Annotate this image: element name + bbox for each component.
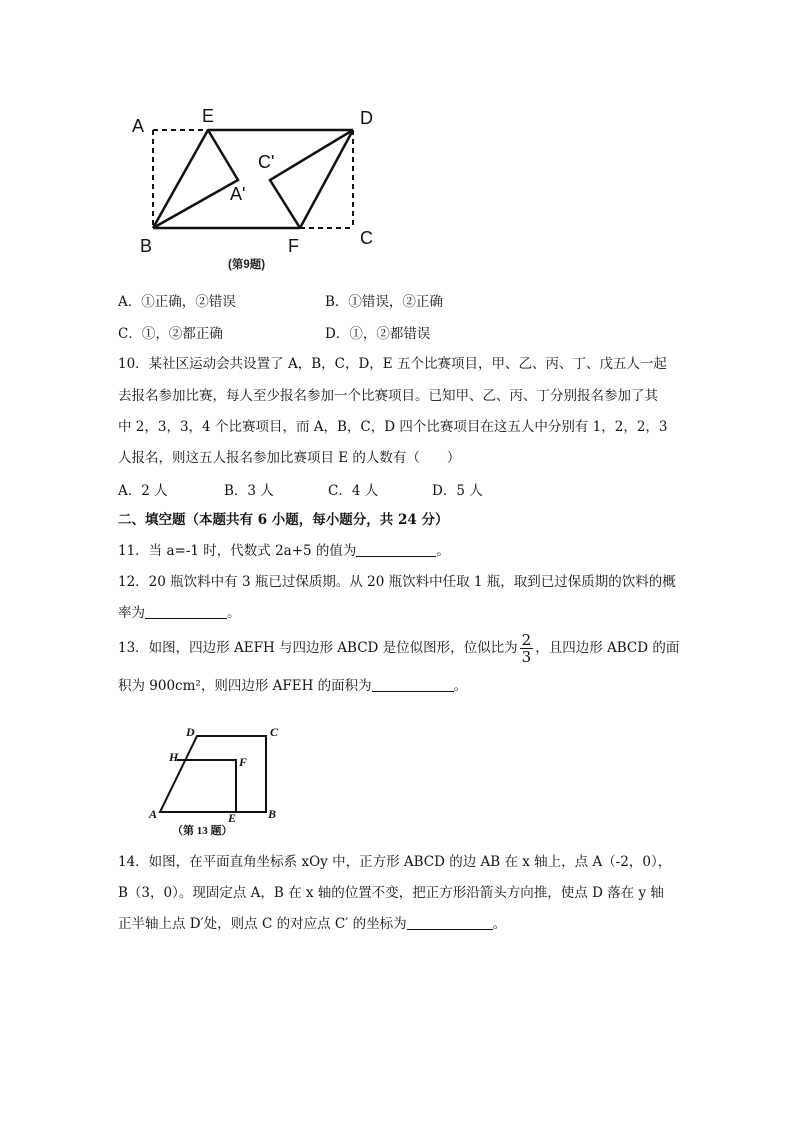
label-d: D — [360, 108, 373, 128]
q11-text: 11．当 a=-1 时，代数式 2a+5 的值为 — [118, 543, 357, 559]
q13-line-1-end: ，且四边形 ABCD 的面 — [535, 640, 680, 656]
q9-option-a: A．①正确，②错误 — [118, 294, 236, 310]
label-b: B — [140, 236, 153, 256]
fold-dc-f — [270, 130, 353, 228]
q10-line-2: 去报名参加比赛，每人至少报名参加一个比赛项目。已知甲、乙、丙、丁分别报名参加了其 — [118, 388, 658, 404]
q11-answer-blank[interactable] — [356, 542, 436, 557]
q12-line-2-start: 率为 — [118, 605, 145, 621]
q13-line-2-start: 积为 900cm²，则四边形 AFEH 的面积为 — [118, 678, 372, 694]
q12-end: 。 — [227, 605, 241, 621]
fold-ea-b — [153, 130, 238, 228]
q13-line-2 — [118, 676, 467, 696]
fig13-label-a: A — [149, 807, 158, 821]
q10-line-1: 10．某社区运动会共设置了 A，B，C，D，E 五个比赛项目，甲、乙、丙、丁、戊五人一起 — [118, 356, 667, 372]
q12-answer-blank[interactable] — [145, 604, 227, 619]
quad-abcd — [160, 736, 266, 812]
figure-13-caption: （第 13 题） — [172, 825, 233, 837]
label-a-prime: A' — [230, 184, 246, 204]
ratio-fraction — [520, 632, 534, 665]
q12-line-2 — [118, 603, 241, 623]
q14-end: 。 — [492, 916, 507, 932]
q13-line-1-start: 13．如图，四边形 AEFH 与四边形 ABCD 是位似图形，位似比为 — [118, 640, 518, 656]
q11-end: 。 — [436, 543, 450, 559]
q14-line-3-start: 正半轴上点 D′处，则点 C 的对应点 C′ 的坐标为 — [118, 916, 407, 932]
label-f: F — [288, 236, 299, 256]
fraction-numerator: 2 — [521, 631, 532, 649]
q9-option-d: D．①，②都错误 — [325, 326, 431, 342]
q14-line-3 — [118, 914, 506, 934]
label-c-prime: C' — [258, 152, 275, 172]
q10-option-b: B．3 人 — [224, 483, 274, 499]
q13-line-1 — [118, 630, 679, 666]
label-e: E — [202, 106, 215, 126]
q10-option-c: C．4 人 — [328, 483, 379, 499]
q13-end: 。 — [453, 678, 468, 694]
q14-line-1: 14．如图，在平面直角坐标系 xOy 中，正方形 ABCD 的边 AB 在 x 轴上，点 A（-2，0）， — [118, 854, 672, 870]
q11 — [118, 541, 450, 561]
label-a: A — [132, 116, 145, 136]
label-c: C — [360, 228, 373, 248]
section-2-title: 二、填空题（本题共有 6 小题，每小题分，共 24 分） — [118, 512, 449, 528]
fig13-label-e: E — [228, 811, 237, 825]
q13-answer-blank[interactable] — [372, 677, 454, 692]
q10-line-4: 人报名，则这五人报名参加比赛项目 E 的人数有（ ） — [118, 450, 461, 466]
fig13-label-d: D — [186, 725, 195, 739]
q12-line-1: 12．20 瓶饮料中有 3 瓶已过保质期。从 20 瓶饮料中任取 1 瓶，取到已过保质期的饮料的概 — [118, 574, 676, 590]
fig13-label-b: B — [268, 807, 277, 821]
fig13-label-c: C — [270, 725, 279, 739]
q10-line-3: 中 2，3，3，4 个比赛项目，而 A，B，C，D 四个比赛项目在这五人中分别有 1，2，2，3 — [118, 419, 668, 435]
figure-13 — [140, 722, 300, 840]
figure-9 — [120, 100, 390, 280]
q10-option-d: D．5 人 — [432, 483, 483, 499]
q14-line-2: B（3，0）。现固定点 A，B 在 x 轴的位置不变，把正方形沿箭头方向推，使点 D 落在 y 轴 — [118, 885, 664, 901]
fig13-label-f: F — [239, 755, 248, 769]
quad-aefh — [177, 760, 236, 812]
fig13-label-h: H — [169, 750, 179, 764]
q9-option-c: C．①，②都正确 — [118, 326, 223, 342]
q14-answer-blank[interactable] — [407, 915, 493, 930]
figure-9-caption: (第9题) — [228, 259, 266, 271]
fraction-denominator: 3 — [521, 648, 532, 666]
q9-option-b: B．①错误，②正确 — [325, 294, 443, 310]
q10-option-a: A．2 人 — [118, 483, 168, 499]
